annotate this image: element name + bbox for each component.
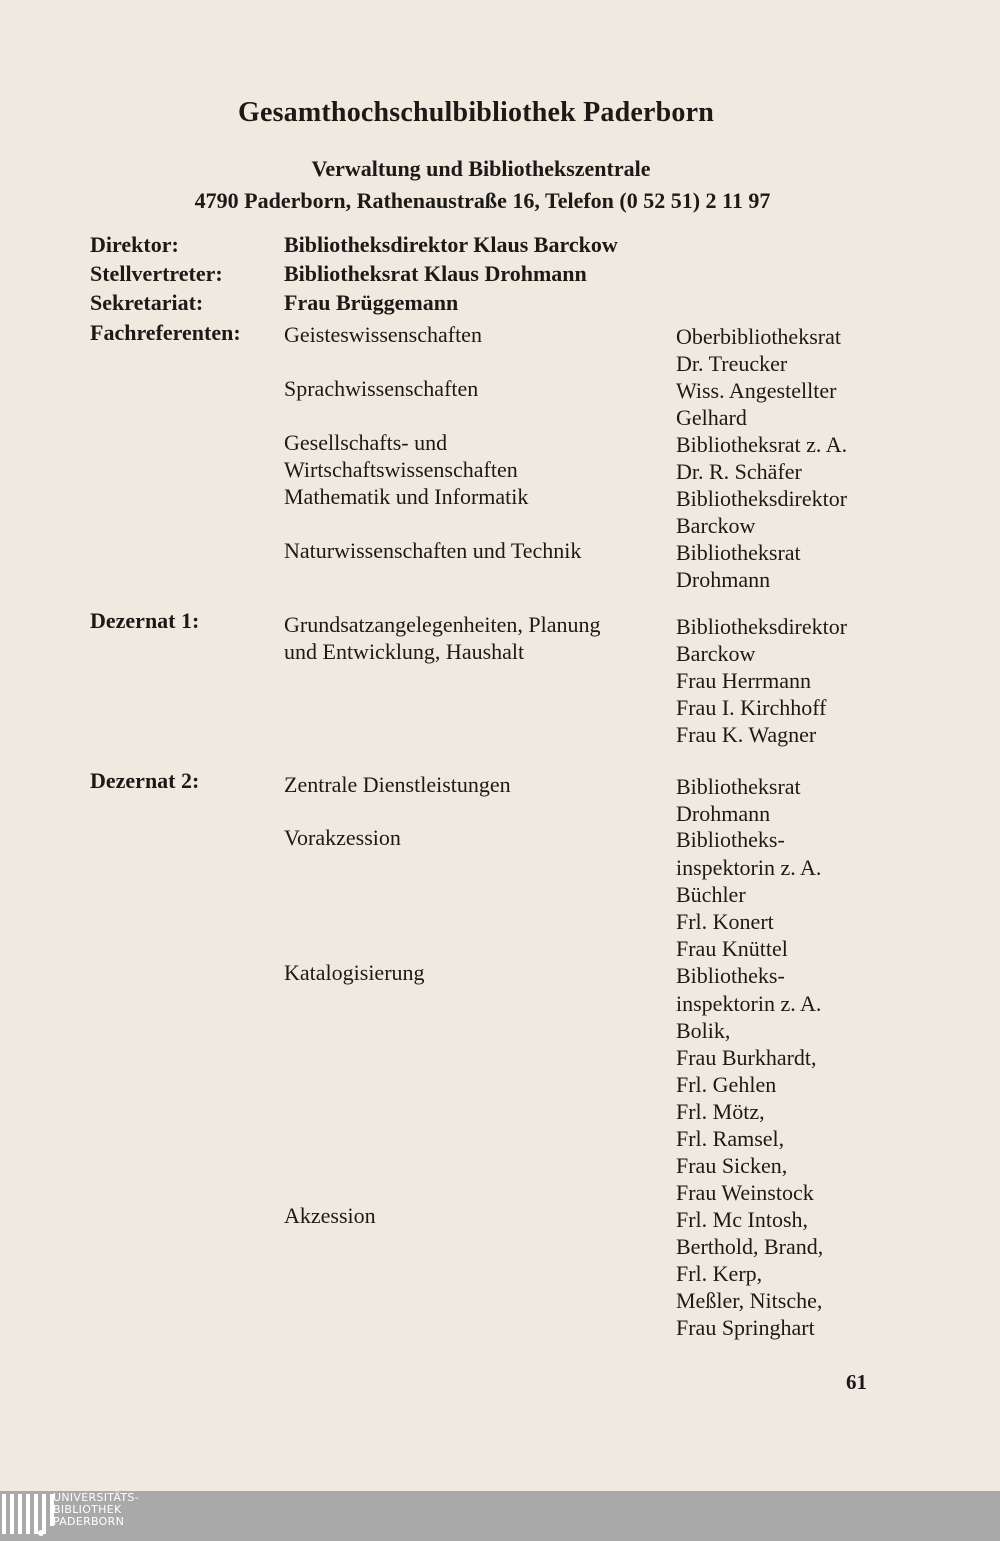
page-title: Gesamthochschulbibliothek Paderborn	[237, 97, 715, 128]
fachreferent-person: Bibliotheksrat	[676, 540, 801, 565]
address-line: 4790 Paderborn, Rathenaustraße 16, Telefon (0 52 51) 2 11 97	[194, 188, 771, 213]
stellvertreter-label: Stellvertreter:	[90, 261, 223, 286]
fachreferent-subject: Wirtschaftswissenschaften	[284, 457, 518, 482]
library-logo-text	[53, 1492, 139, 1528]
dezernat2-person: Frl. Konert	[676, 909, 774, 934]
dezernat2-person: Frl. Mötz,	[676, 1099, 765, 1124]
dezernat2-person: Frau Sicken,	[676, 1153, 788, 1178]
logo-line: UNIVERSITÄTS-	[53, 1491, 139, 1504]
dezernat2-person: Frl. Mc Intosh,	[676, 1207, 808, 1232]
sekretariat-value: Frau Brüggemann	[284, 290, 459, 315]
dezernat2-person: Bibliotheks-	[676, 963, 785, 988]
dezernat2-person: inspektorin z. A.	[676, 855, 822, 880]
footer-bar	[0, 1491, 1000, 1541]
dezernat2-person: Frau Weinstock	[676, 1180, 814, 1205]
dezernat2-person: Frau Burkhardt,	[676, 1045, 817, 1070]
dezernat1-person: Frau I. Kirchhoff	[676, 695, 827, 720]
dezernat1-task: und Entwicklung, Haushalt	[284, 639, 525, 664]
dezernat1-person: Bibliotheksdirektor	[676, 614, 848, 639]
page-number: 61	[846, 1370, 867, 1394]
direktor-label: Direktor:	[90, 232, 179, 257]
fachreferent-person: Dr. R. Schäfer	[676, 459, 802, 484]
fachreferent-subject: Geisteswissenschaften	[284, 322, 482, 347]
dezernat2-person: Bibliotheksrat	[676, 774, 801, 799]
stellvertreter-value: Bibliotheksrat Klaus Drohmann	[284, 261, 587, 286]
dezernat2-person: Bibliotheks-	[676, 827, 785, 852]
dezernat1-label: Dezernat 1:	[90, 608, 200, 633]
dezernat2-label: Dezernat 2:	[90, 768, 200, 793]
fachreferent-person: Dr. Treucker	[676, 351, 788, 376]
dezernat2-section: Akzession	[284, 1203, 376, 1228]
dezernat2-person: Frl. Ramsel,	[676, 1126, 785, 1151]
fachreferent-person: Barckow	[676, 513, 756, 538]
fachreferent-subject: Sprachwissenschaften	[284, 376, 479, 401]
fachreferent-person: Bibliotheksdirektor	[676, 486, 848, 511]
logo-line: BIBLIOTHEK	[53, 1503, 122, 1516]
dezernat1-person: Frau K. Wagner	[676, 722, 817, 747]
logo-line: PADERBORN	[53, 1515, 125, 1528]
dezernat2-person: Büchler	[676, 882, 746, 907]
fachreferenten-label: Fachreferenten:	[90, 320, 241, 345]
fachreferent-subject: Gesellschafts- und	[284, 430, 448, 455]
direktor-value: Bibliotheksdirektor Klaus Barckow	[284, 232, 618, 257]
fachreferent-person: Wiss. Angestellter	[676, 378, 837, 403]
dezernat2-person: Frau Springhart	[676, 1315, 815, 1340]
dezernat1-task: Grundsatzangelegenheiten, Planung	[284, 612, 601, 637]
library-logo-icon	[2, 1494, 54, 1538]
dezernat2-person: Drohmann	[676, 801, 771, 826]
dezernat1-person: Barckow	[676, 641, 756, 666]
page-subtitle: Verwaltung und Bibliothekszentrale	[311, 156, 651, 181]
fachreferent-subject: Mathematik und Informatik	[284, 484, 529, 509]
fachreferent-person: Gelhard	[676, 405, 747, 430]
dezernat2-person: Frl. Kerp,	[676, 1261, 763, 1286]
fachreferent-person: Oberbibliotheksrat	[676, 324, 841, 349]
fachreferent-person: Drohmann	[676, 567, 771, 592]
dezernat2-section: Zentrale Dienstleistungen	[284, 772, 511, 797]
fachreferent-person: Bibliotheksrat z. A.	[676, 432, 848, 457]
dezernat2-person: Bolik,	[676, 1018, 731, 1043]
dezernat1-person: Frau Herrmann	[676, 668, 812, 693]
dezernat2-person: Frl. Gehlen	[676, 1072, 777, 1097]
dezernat2-section: Vorakzession	[284, 825, 401, 850]
logo-dot-icon	[38, 1530, 44, 1536]
dezernat2-person: Meßler, Nitsche,	[676, 1288, 823, 1313]
sekretariat-label: Sekretariat:	[90, 290, 204, 315]
dezernat2-person: inspektorin z. A.	[676, 991, 822, 1016]
fachreferent-subject: Naturwissenschaften und Technik	[284, 538, 582, 563]
dezernat2-section: Katalogisierung	[284, 960, 425, 985]
dezernat2-person: Berthold, Brand,	[676, 1234, 824, 1259]
dezernat2-person: Frau Knüttel	[676, 936, 788, 961]
